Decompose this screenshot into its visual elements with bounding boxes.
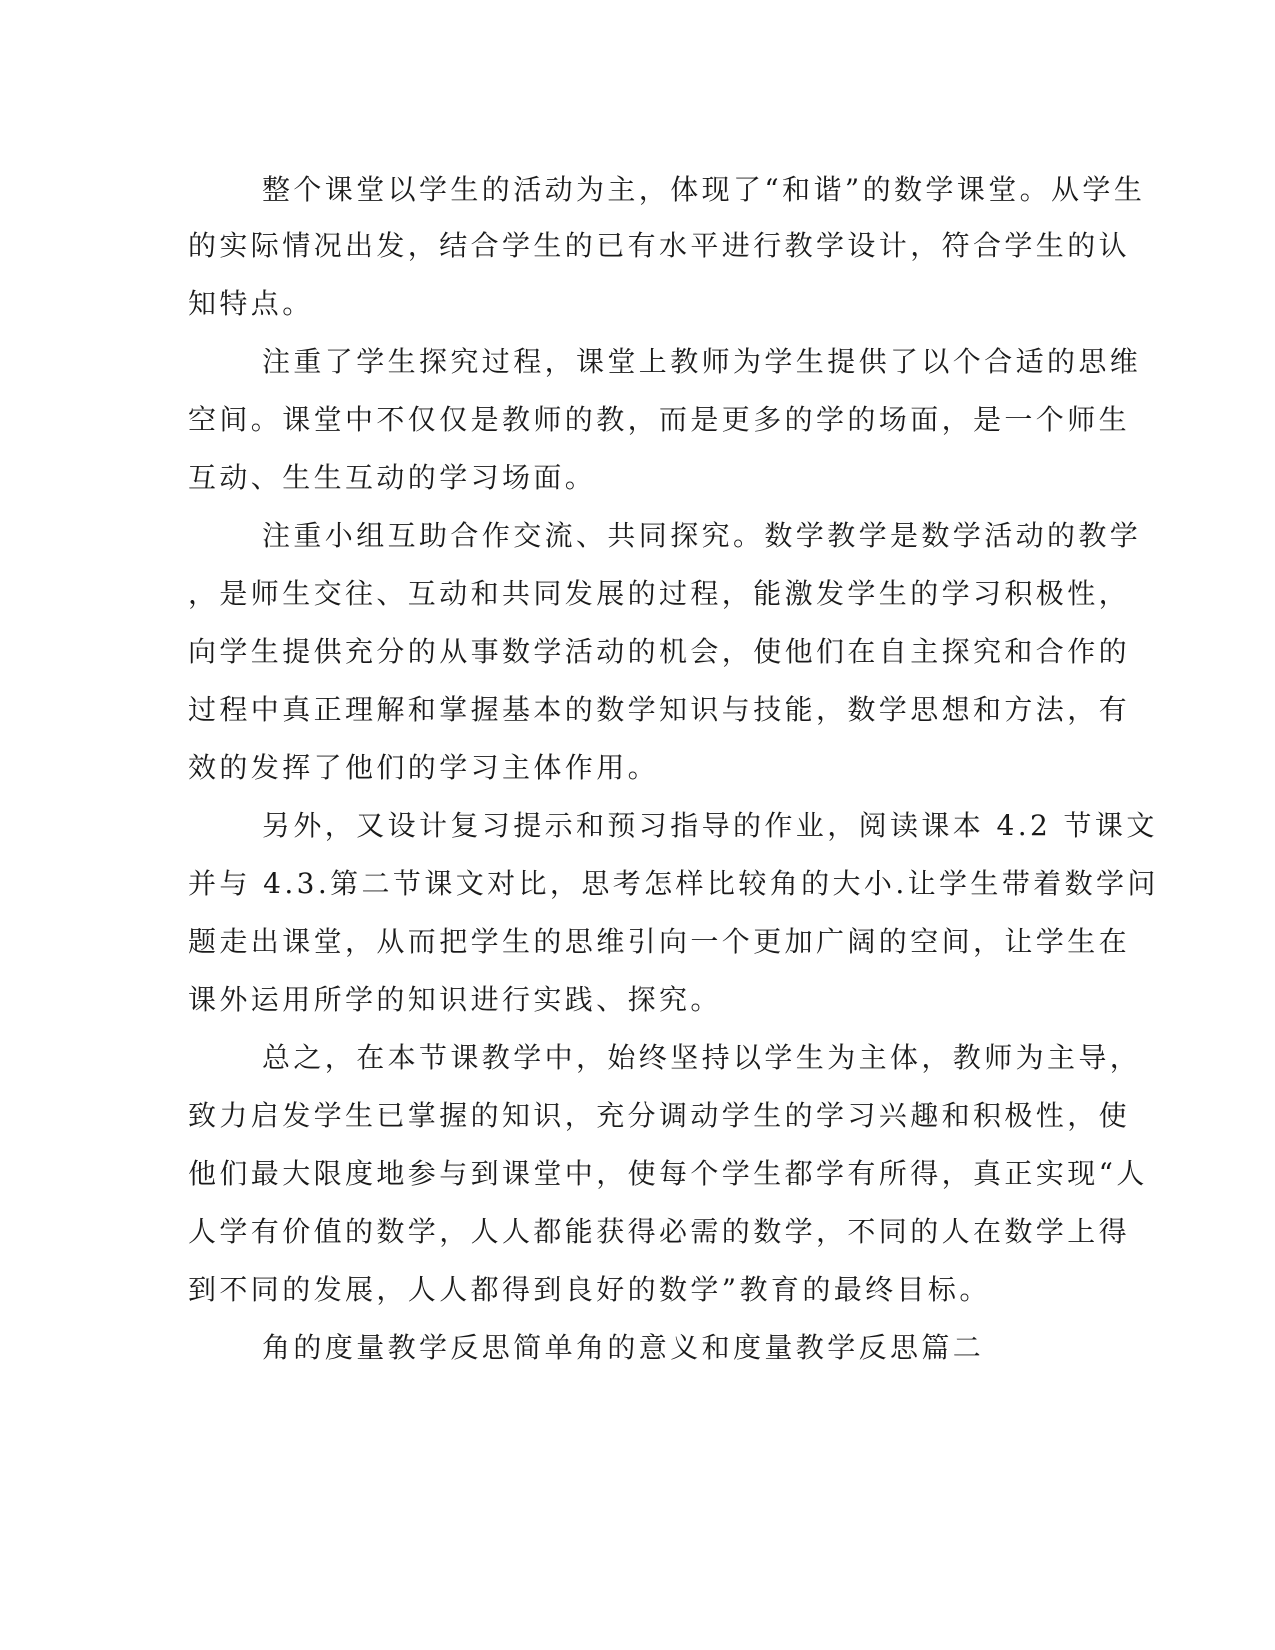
paragraph-4-line-2: 并与 4.3.第二节课文对比，思考怎样比较角的大小.让学生带着数学问: [188, 867, 1159, 900]
paragraph-4-line-3: 题走出课堂，从而把学生的思维引向一个更加广阔的空间，让学生在: [188, 925, 1131, 958]
paragraph-2-line-1: 注重了学生探究过程，课堂上教师为学生提供了以个合适的思维: [262, 345, 1142, 378]
paragraph-2-line-3: 互动、生生互动的学习场面。: [188, 461, 597, 494]
paragraph-1-line-2: 的实际情况出发，结合学生的已有水平进行教学设计，符合学生的认: [188, 229, 1131, 262]
paragraph-3-line-4: 过程中真正理解和掌握基本的数学知识与技能，数学思想和方法，有: [188, 693, 1131, 726]
paragraph-3-line-3: 向学生提供充分的从事数学活动的机会，使他们在自主探究和合作的: [188, 635, 1131, 668]
paragraph-3-line-5: 效的发挥了他们的学习主体作用。: [188, 751, 660, 784]
paragraph-3-line-1: 注重小组互助合作交流、共同探究。数学教学是数学活动的教学: [262, 519, 1142, 552]
paragraph-5-line-3: 他们最大限度地参与到课堂中，使每个学生都学有所得，真正实现“人: [188, 1157, 1148, 1190]
paragraph-2-line-2: 空间。课堂中不仅仅是教师的教，而是更多的学的场面，是一个师生: [188, 403, 1131, 436]
paragraph-5-line-1: 总之，在本节课教学中，始终坚持以学生为主体，教师为主导，: [262, 1041, 1142, 1074]
paragraph-4-line-4: 课外运用所学的知识进行实践、探究。: [188, 983, 722, 1016]
paragraph-5-line-5: 到不同的发展，人人都得到良好的数学”教育的最终目标。: [188, 1273, 991, 1306]
paragraph-5-line-2: 致力启发学生已掌握的知识，充分调动学生的学习兴趣和积极性，使: [188, 1099, 1131, 1132]
paragraph-5-line-4: 人学有价值的数学，人人都能获得必需的数学，不同的人在数学上得: [188, 1215, 1131, 1248]
paragraph-1-line-1: 整个课堂以学生的活动为主，体现了“和谐”的数学课堂。从学生: [262, 173, 1146, 206]
paragraph-4-line-1: 另外，又设计复习提示和预习指导的作业，阅读课本 4.2 节课文: [262, 809, 1158, 842]
paragraph-3-line-2: ，是师生交往、互动和共同发展的过程，能激发学生的学习积极性，: [188, 577, 1131, 610]
paragraph-1-line-3: 知特点。: [188, 287, 314, 320]
paragraph-6-line-1: 角的度量教学反思简单角的意义和度量教学反思篇二: [262, 1331, 985, 1364]
